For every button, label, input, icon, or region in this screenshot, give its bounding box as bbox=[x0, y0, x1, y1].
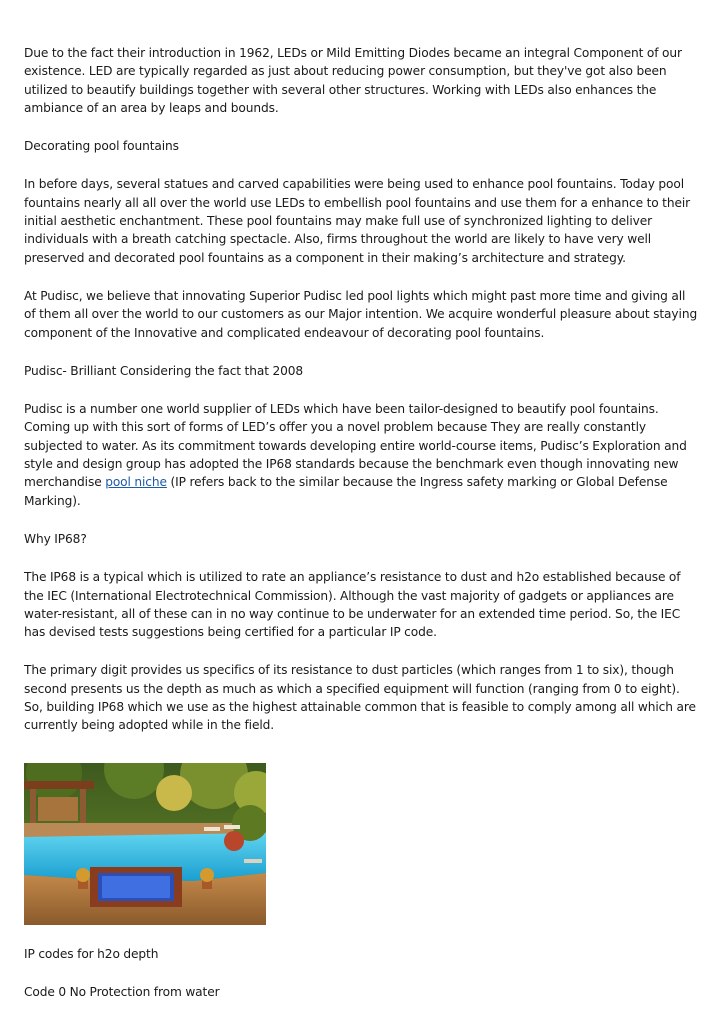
heading-why-ip68: Why IP68? bbox=[24, 531, 87, 546]
paragraph-before-days: In before days, several statues and carved capabilities were being used to enhance pool fountains. Today pool fountains nearly all all over the world use LEDs to embellish pool fountains and use them for a enhance to their initial aesthetic enchantment. These pool fountains may make full use of synchronized lighting to deliver individuals with a breath catching spectacle. Also, firms throughout the world are likely to have very well preserved and decorated pool fountains as a component in their making’s architecture and strategy. bbox=[24, 177, 691, 265]
paragraph-intro: Due to the fact their introduction in 1962, LEDs or Mild Emitting Diodes became an integral Component of our existence. LED are typically regarded as just about reducing power consumption, but they've got also been utilized to beautify buildings together with several other structures. Working with LEDs also enhances the ambiance of an area by leaps and bounds. bbox=[24, 46, 682, 115]
paragraph-primary-digit: The primary digit provides us specifics of its resistance to dust particles (which ranges from 1 to six), though second presents us the depth as much as which a specified equipment will function (ranging from 0 to eight). So, building IP68 which we use as the highest attainable common that is feasible to comply among all which are currently being adopted while in the field. bbox=[24, 663, 696, 733]
heading-decorating-pool-fountains: Decorating pool fountains bbox=[24, 139, 179, 154]
paragraph-text-before-link: Pudisc is a number one world supplier of LEDs which have been tailor-designed to beautify pool fountains. Coming up with this sort of forms of LED’s offer you a novel problem because They are really constantly subjected to water. As its commitment towards developing entire world-course items, Pudisc’s Exploration and style and design group has adopted the IP68 standards because the benchmark even though innovating new merchandise bbox=[24, 402, 687, 490]
paragraph-at-pudisc: At Pudisc, we believe that innovating Superior Pudisc led pool lights which might past more time and giving all of them all over the world to our customers as our Major intention. We acquire wonderful pleasure about staying component of the Innovative and complicated endeavour of decorating pool fountains. bbox=[24, 288, 698, 340]
paragraph-code-0: Code 0 No Protection from water bbox=[24, 984, 220, 999]
pool-niche-link[interactable]: pool niche bbox=[105, 475, 167, 490]
paragraph-ip68-standard: The IP68 is a typical which is utilized to rate an appliance’s resistance to dust and h2o established because of the IEC (International Electrotechnical Commission). Although the vast majority of gadgets or appliances are water-resistant, all of these can in no way continue to be underwater for an extended time period. So, the IEC has devised tests suggestions being certified for a particular IP code. bbox=[24, 570, 681, 640]
heading-pudisc-brilliant: Pudisc- Brilliant Considering the fact that 2008 bbox=[24, 363, 304, 378]
pool-photo bbox=[24, 763, 266, 925]
paragraph-text-after-link: (IP refers back to the similar because the Ingress safety marking or Global Defense Marking). bbox=[24, 475, 668, 508]
heading-ip-codes: IP codes for h2o depth bbox=[24, 946, 159, 961]
paragraph-pudisc-supplier bbox=[24, 400, 700, 510]
document-body bbox=[24, 44, 700, 1021]
